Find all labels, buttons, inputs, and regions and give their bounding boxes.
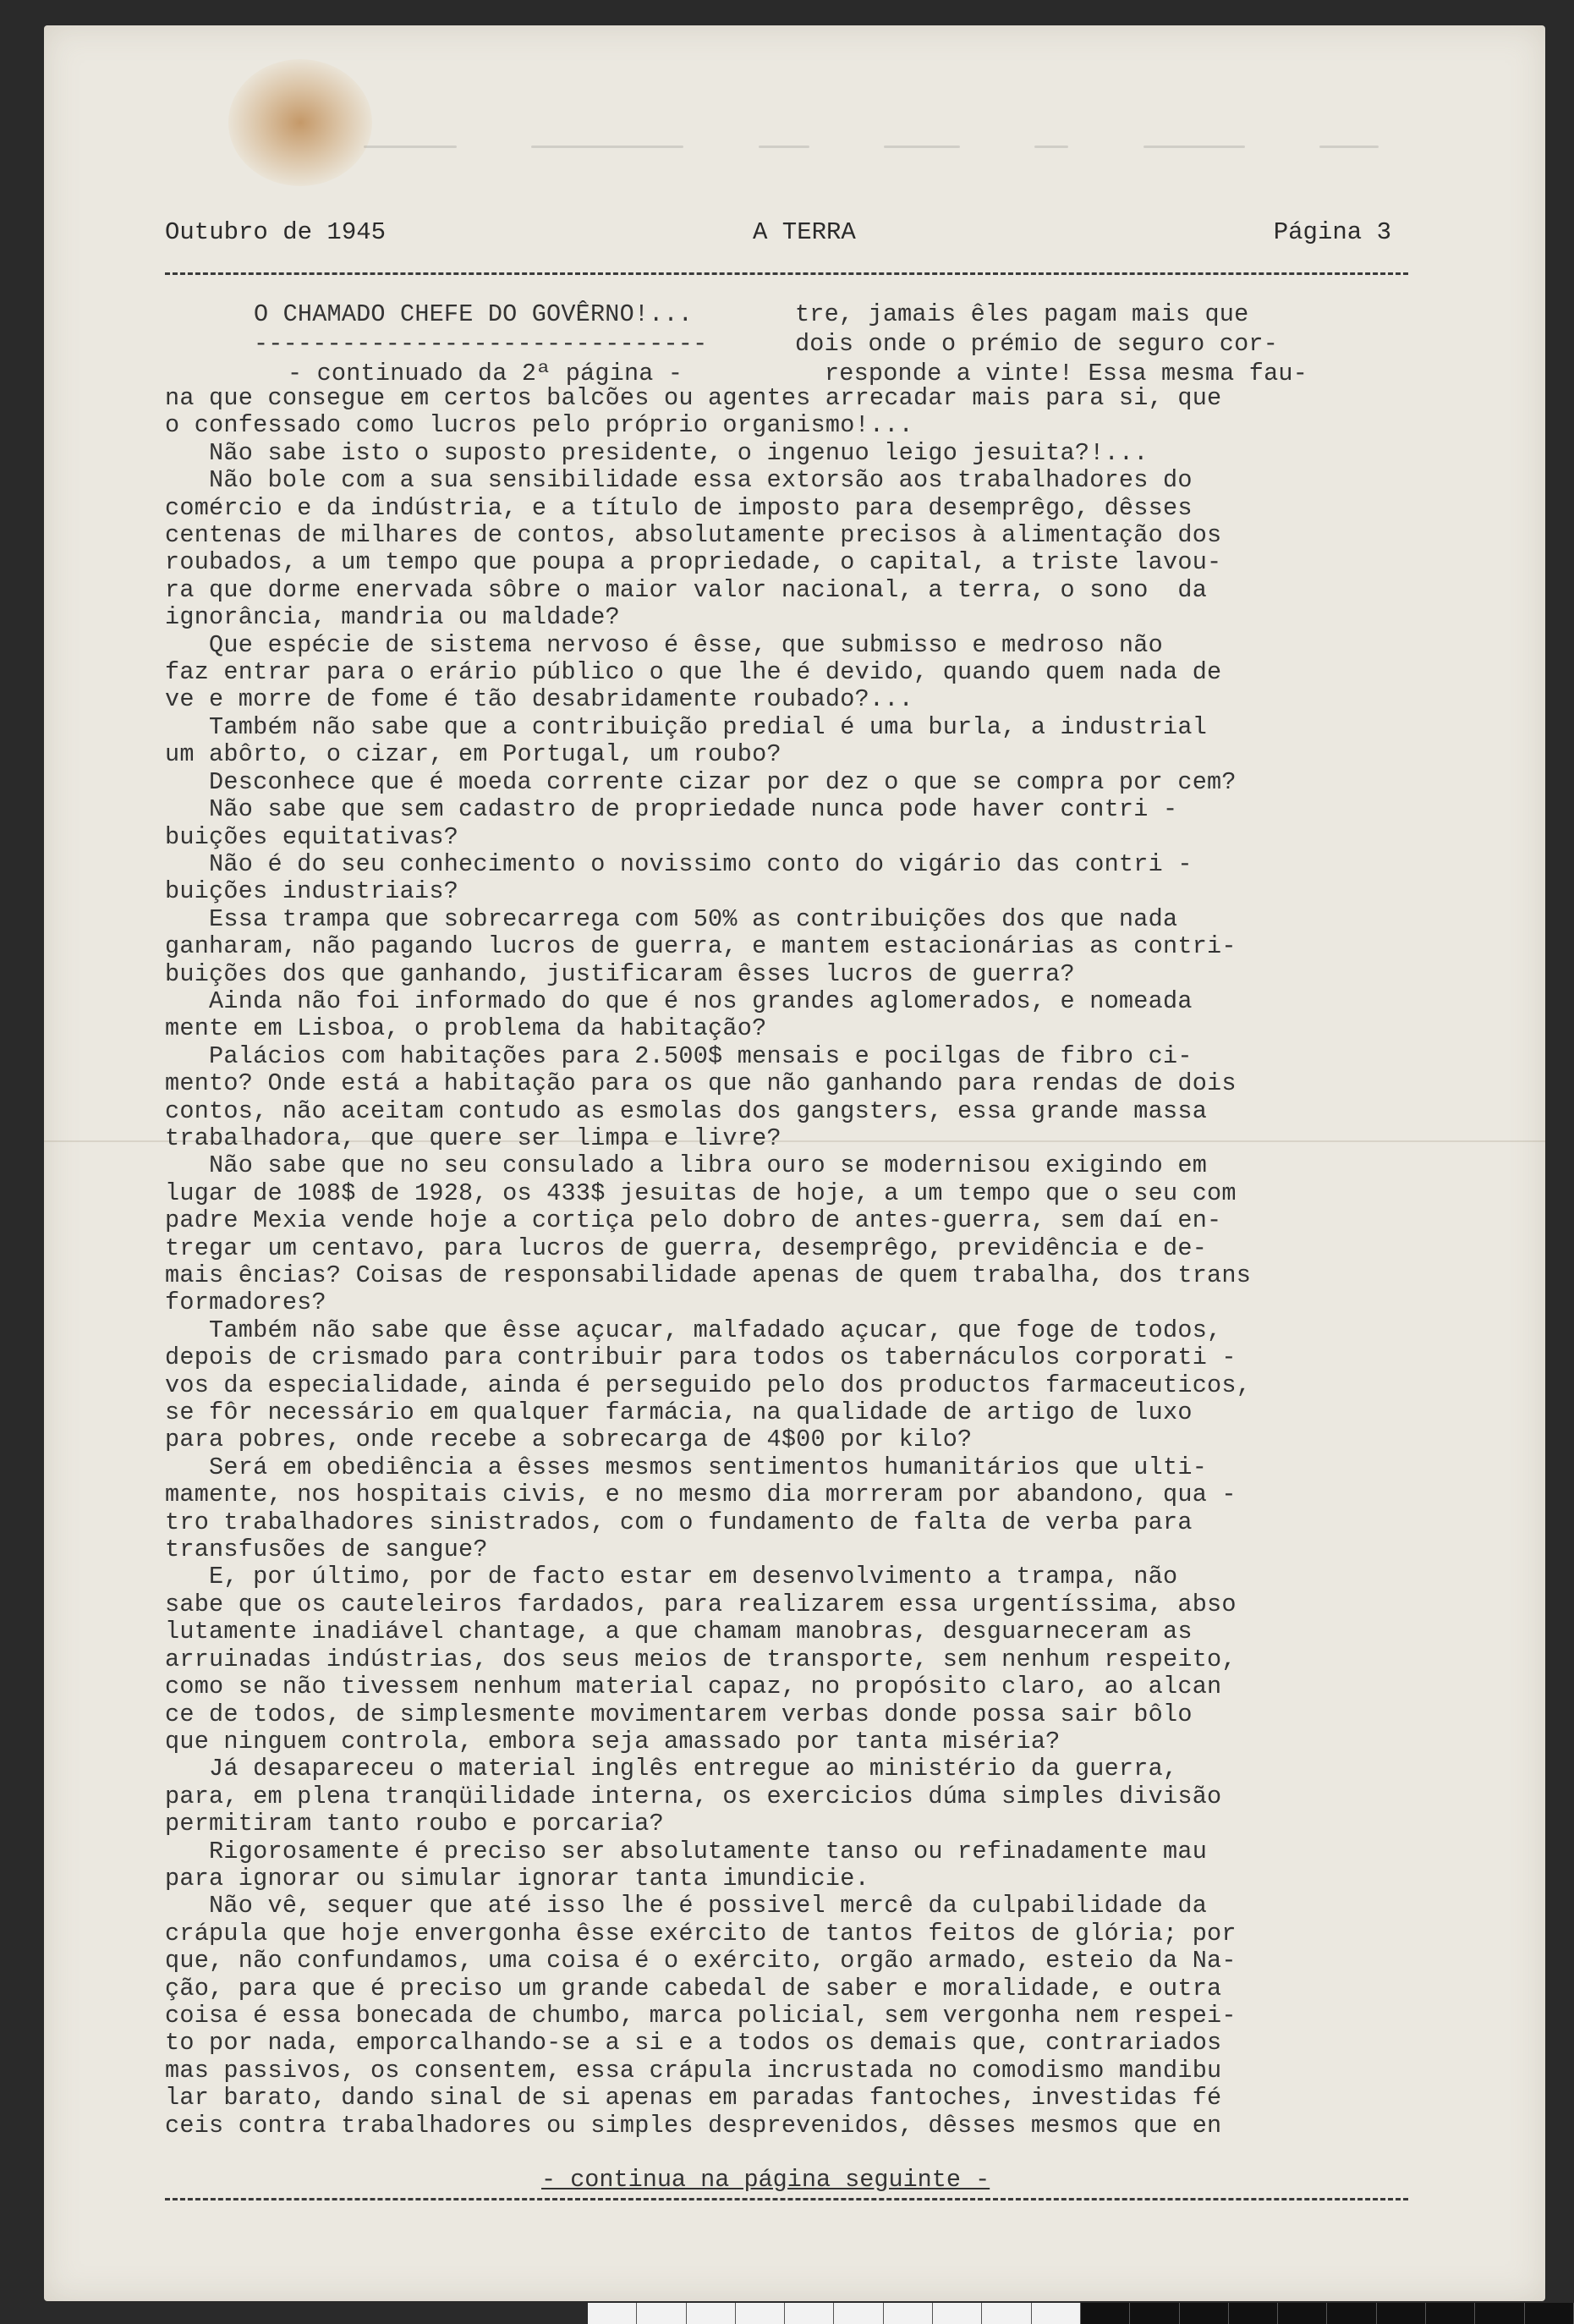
body-line: roubados, a um tempo que poupa a propriedade, o capital, a triste lavou- [165, 548, 1222, 577]
body-line: padre Mexia vende hoje a cortiça pelo dobro de antes-guerra, sem daí en- [165, 1206, 1222, 1235]
body-line: mente em Lisboa, o problema da habitação? [165, 1014, 767, 1043]
body-line: Que espécie de sistema nervoso é êsse, que submisso e medroso não [165, 630, 1163, 659]
body-line: Já desapareceu o material inglês entregue ao ministério da guerra, [165, 1755, 1178, 1783]
body-line: Não sabe isto o suposto presidente, o ingenuo leigo jesuita?!... [165, 438, 1149, 467]
body-line: ção, para que é preciso um grande cabedal de saber e moralidade, e outra [165, 1974, 1222, 2003]
body-line: lutamente inadiável chantage, a que chamam manobras, desguarneceram as [165, 1618, 1193, 1646]
body-line: que, não confundamos, uma coisa é o exército, orgão armado, esteio da Na- [165, 1947, 1237, 1975]
right-column-line-2: dois onde o prémio de seguro cor- [795, 330, 1278, 358]
body-line: mento? Onde está a habitação para os que não ganhando para rendas de dois [165, 1069, 1237, 1098]
body-line: E, por último, por de facto estar em desenvolvimento a trampa, não [165, 1563, 1178, 1591]
body-line: contos, não aceitam contudo as esmolas dos gangsters, essa grande massa [165, 1096, 1208, 1125]
body-line: se fôr necessário em qualquer farmácia, na qualidade de artigo de luxo [165, 1398, 1193, 1427]
header-date: Outubro de 1945 [165, 218, 387, 246]
body-line: para pobres, onde recebe a sobrecarga de 4$00 por kilo? [165, 1426, 973, 1454]
body-line: tro trabalhadores sinistrados, com o fundamento de falta de verba para [165, 1508, 1193, 1536]
footer-rule [165, 2198, 1408, 2200]
body-line: lar barato, dando sinal de si apenas em paradas fantoches, investidas fé [165, 2084, 1222, 2112]
right-column-line-1: tre, jamais êles pagam mais que [795, 300, 1249, 328]
body-line: mais ências? Coisas de responsabilidade apenas de quem trabalha, dos trans [165, 1261, 1252, 1289]
body-line: Será em obediência a êsses mesmos sentimentos humanitários que ulti- [165, 1453, 1208, 1481]
body-line: um abôrto, o cizar, em Portugal, um roubo? [165, 740, 782, 769]
body-line: sabe que os cauteleiros fardados, para realizarem essa urgentíssima, abso [165, 1590, 1237, 1618]
page-header [165, 218, 1391, 246]
body-line: como se não tivessem nenhum material capaz, no propósito claro, ao alcan [165, 1673, 1222, 1701]
body-line: buições industriais? [165, 877, 459, 906]
body-line: transfusões de sangue? [165, 1536, 488, 1564]
article-title-rule: ------------------------------- [254, 330, 708, 358]
body-line: coisa é essa bonecada de chumbo, marca policial, sem vergonha nem respei- [165, 2001, 1237, 2030]
body-line: mamente, nos hospitais civis, e no mesmo dia morreram por abandono, qua - [165, 1481, 1237, 1509]
body-line: mas passivos, os consentem, essa crápula incrustada no comodismo mandibu [165, 2056, 1222, 2085]
body-line: buições dos que ganhando, justificaram êsses lucros de guerra? [165, 959, 1075, 988]
body-line: para, em plena tranqüilidade interna, os exercicios dúma simples divisão [165, 1782, 1222, 1810]
body-line: ceis contra trabalhadores ou simples desprevenidos, dêsses mesmos que en [165, 2111, 1222, 2140]
body-line: vos da especialidade, ainda é perseguido pelo dos productos farmaceuticos, [165, 1371, 1252, 1399]
body-line: que ninguem controla, embora seja amassado por tanta miséria? [165, 1727, 1061, 1755]
body-line: Palácios com habitações para 2.500$ mensais e pocilgas de fibro ci- [165, 1041, 1193, 1070]
body-line: faz entrar para o erário público o que lhe é devido, quando quem nada de [165, 658, 1222, 687]
body-line: Não sabe que sem cadastro de propriedade nunca pode haver contri - [165, 795, 1178, 824]
body-line: Não bole com a sua sensibilidade essa extorsão aos trabalhadores do [165, 466, 1193, 495]
body-line: o confessado como lucros pelo próprio organismo!... [165, 411, 913, 440]
body-line: Ainda não foi informado do que é nos grandes aglomerados, e nomeada [165, 986, 1193, 1015]
body-line: formadores? [165, 1288, 326, 1317]
rust-stain [228, 59, 372, 186]
body-line: na que consegue em certos balcões ou agentes arrecadar mais para si, que [165, 384, 1222, 412]
continued-from-note: - continuado da 2ª página - [288, 360, 683, 387]
body-line: ce de todos, de simplesmente movimentarem verbas donde possa sair bôlo [165, 1700, 1193, 1728]
right-column-line-3: responde a vinte! Essa mesma fau- [825, 360, 1308, 387]
body-line: para ignorar ou simular ignorar tanta imundicie. [165, 1864, 869, 1893]
body-line: lugar de 108$ de 1928, os 433$ jesuitas de hoje, a um tempo que o seu com [165, 1178, 1237, 1207]
body-line: arruinadas indústrias, dos seus meios de transporte, sem nenhum respeito, [165, 1645, 1237, 1673]
header-page-number: Página 3 [1273, 218, 1391, 246]
continued-to-note [541, 2166, 990, 2194]
body-line: tregar um centavo, para lucros de guerra, desemprêgo, previdência e de- [165, 1233, 1208, 1262]
body-line: Rigorosamente é preciso ser absolutamente tanso ou refinadamente mau [165, 1837, 1208, 1865]
header-newspaper-title: A TERRA [752, 218, 856, 246]
body-line: Essa trampa que sobrecarrega com 50% as contribuições dos que nada [165, 904, 1178, 933]
body-line: to por nada, emporcalhando-se a si e a todos os demais que, contrariados [165, 2029, 1222, 2058]
body-line: ve e morre de fome é tão desabridamente roubado?... [165, 685, 913, 714]
body-line: comércio e da indústria, e a título de imposto para desemprêgo, dêsses [165, 493, 1193, 522]
body-line: Não vê, sequer que até isso lhe é possivel mercê da culpabilidade da [165, 1892, 1208, 1920]
body-line: buições equitativas? [165, 822, 459, 851]
body-line: permitiram tanto roubo e porcaria? [165, 1810, 664, 1838]
body-line: Desconhece que é moeda corrente cizar por dez o que se compra por cem? [165, 767, 1237, 796]
article-body [165, 385, 1417, 2140]
body-line: Não sabe que no seu consulado a libra ouro se modernisou exigindo em [165, 1151, 1208, 1180]
body-line: depois de crismado para contribuir para todos os tabernáculos corporati - [165, 1343, 1237, 1372]
body-line: crápula que hoje envergonha êsse exército de tantos feitos de glória; por [165, 1919, 1237, 1948]
body-line: trabalhadora, que quere ser limpa e livre? [165, 1124, 782, 1152]
bleed-through-marks [364, 146, 1379, 157]
body-line: centenas de milhares de contos, absolutamente precisos à alimentação dos [165, 521, 1222, 550]
body-line: ganharam, não pagando lucros de guerra, e mantem estacionárias as contri- [165, 932, 1237, 961]
article-title: O CHAMADO CHEFE DO GOVÊRNO!... [254, 300, 694, 328]
body-line: Também não sabe que êsse açucar, malfadado açucar, que foge de todos, [165, 1316, 1222, 1344]
header-rule [165, 272, 1408, 275]
body-line: Não é do seu conhecimento o novissimo conto do vigário das contri - [165, 849, 1193, 878]
body-line: ignorância, mandria ou maldade? [165, 603, 620, 632]
body-line: ra que dorme enervada sôbre o maior valor nacional, a terra, o sono da [165, 575, 1208, 604]
continued-to-text: - continua na página seguinte - [541, 2166, 990, 2194]
color-scale-bar [588, 2303, 1574, 2324]
body-line: Também não sabe que a contribuição predial é uma burla, a industrial [165, 712, 1208, 741]
